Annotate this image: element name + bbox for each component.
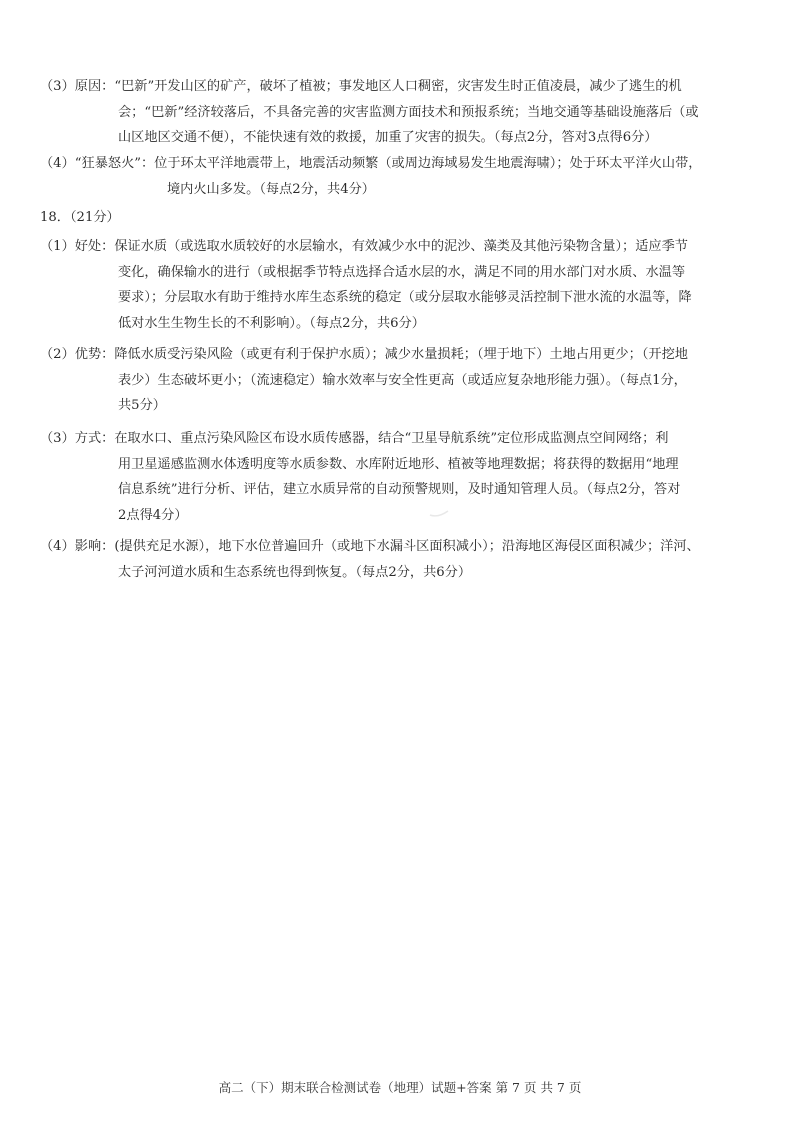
answer-line: 会；“巴新”经济较落后，不具备完善的灾害监测方面技术和预报系统；当地交通等基础设施落后（或 (118, 104, 699, 120)
question-18-header: 18．（21分） (40, 210, 120, 225)
answer-18-part-2 (40, 342, 765, 419)
answer-18-part-4 (40, 534, 765, 585)
answer-18-part-3 (40, 426, 765, 528)
answer-line: 低对水生生物生长的不利影响）。（每点2分，共6分） (118, 315, 425, 331)
answer-line: 表少）生态破坏更小；（流速稳定）输水效率与安全性更高（或适应复杂地形能力强）。（每点1分， (118, 372, 687, 388)
smudge-shape (428, 508, 450, 518)
answer-line: （4）“狂暴怒火”：位于环太平洋地震带上，地震活动频繁（或周边海域易发生地震海啸）；处于环太平洋火山带， (40, 156, 702, 171)
answer-line: 山区地区交通不便），不能快速有效的救援，加重了灾害的损失。（每点2分，答对3点得6分） (118, 130, 658, 145)
answer-line: （3）方式：在取水口、重点污染风险区布设水质传感器，结合“卫星导航系统”定位形成监测点空间网络；利 (40, 431, 669, 446)
answer-line: 共5分） (118, 398, 166, 413)
answer-line: 要求）；分层取水有助于维持水库生态系统的稳定（或分层取水能够灵活控制下泄水流的水温等，降 (118, 290, 692, 305)
page-footer: 高二（下）期末联合检测试卷（地理）试题+答案 第 7 页 共 7 页 (218, 1080, 582, 1095)
answer-line: 2点得4分） (118, 507, 188, 523)
answer-line: 境内火山多发。（每点2分，共4分） (167, 181, 375, 197)
answer-line: 太子河河道水质和生态系统也得到恢复。（每点2分，共6分） (118, 564, 472, 580)
answer-line: 变化，确保输水的进行（或根据季节特点选择合适水层的水，满足不同的用水部门对水质、水温等 (118, 264, 686, 280)
scan-smudge-mark (428, 508, 450, 518)
answer-line: （2）优势：降低水质受污染风险（或更有利于保护水质）；减少水量损耗；（埋于地下）土地占用更少；（开挖地 (40, 347, 688, 362)
answer-line: （3）原因：“巴新”开发山区的矿产，破坏了植被；事发地区人口稠密，灾害发生时正值凌晨，减少了逃生的机 (40, 79, 682, 94)
answer-line: （4）影响：(提供充足水源），地下水位普遍回升（或地下水漏斗区面积减小）；沿海地区海侵区面积减少；洋河、 (40, 539, 700, 554)
answer-18-part-1 (40, 234, 765, 336)
answer-line: 用卫星遥感监测水体透明度等水质参数、水库附近地形、植被等地理数据；将获得的数据用“地理 (118, 456, 679, 472)
answer-17-part-3 (40, 74, 765, 151)
answer-line: 信息系统”进行分析、评估，建立水质异常的自动预警规则，及时通知管理人员。（每点2分，答对 (118, 482, 681, 497)
answer-17-part-4 (40, 151, 765, 202)
answer-line: （1）好处：保证水质（或选取水质较好的水层输水，有效减少水中的泥沙、藻类及其他污染物含量）；适应季节 (40, 239, 688, 254)
